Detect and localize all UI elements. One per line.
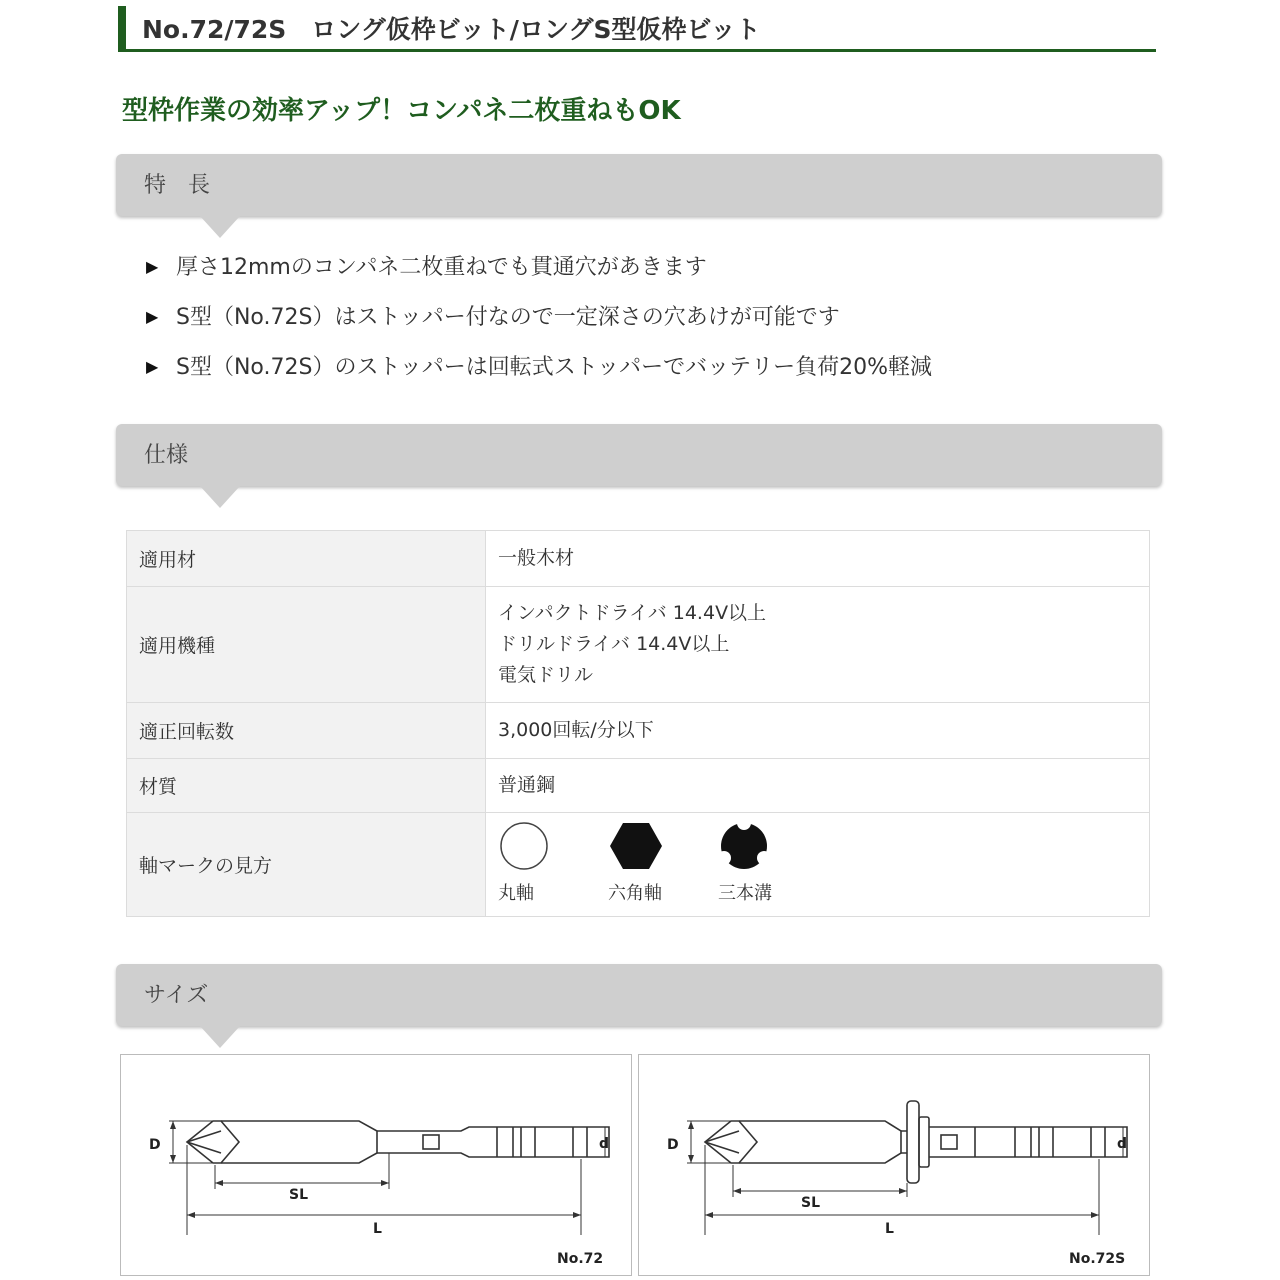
feature-text: 厚さ12mmのコンパネ二枚重ねでも貫通穴があきます <box>176 255 707 280</box>
spec-section-header <box>116 424 1162 486</box>
feature-list <box>146 250 932 400</box>
bullet-triangle-icon: ▶ <box>146 257 159 276</box>
bullet-triangle-icon: ▶ <box>146 307 159 326</box>
round-shaft-icon <box>498 820 550 872</box>
header-pointer <box>200 486 240 508</box>
spec-value-line: インパクトドライバ 14.4V以上 <box>498 602 767 624</box>
features-heading: 特 長 <box>144 173 211 198</box>
bit-drawing <box>639 1055 1151 1277</box>
spec-value-line: ドリルドライバ 14.4V以上 <box>498 633 730 655</box>
catchphrase: 型枠作業の効率アップ！コンパネ二枚重ねもOK <box>122 96 681 126</box>
features-section-header <box>116 154 1162 216</box>
feature-item <box>146 350 932 400</box>
three-groove-shaft-icon <box>718 820 770 872</box>
feature-text: S型（No.72S）はストッパー付なので一定深さの穴あけが可能です <box>176 305 840 330</box>
shaft-mark-round <box>498 820 608 909</box>
dim-label-D: D <box>667 1137 679 1153</box>
shaft-mark-hex <box>608 820 718 909</box>
shaft-marks-cell <box>486 813 1150 917</box>
spec-value-line: 普通鋼 <box>498 774 556 796</box>
spec-value-line: 3,000回転/分以下 <box>498 719 654 741</box>
spec-value <box>486 759 1150 813</box>
spec-value-line: 一般木材 <box>498 547 575 569</box>
table-row <box>127 813 1150 917</box>
spec-key: 軸マークの見方 <box>127 813 486 917</box>
size-diagram-no72 <box>120 1054 632 1276</box>
spec-key: 適用機種 <box>127 587 486 703</box>
dim-label-L: L <box>885 1221 894 1237</box>
spec-value <box>486 703 1150 759</box>
page-title: No.72/72S ロング仮枠ビット/ロングS型仮枠ビット <box>142 15 761 44</box>
spec-value-line: 電気ドリル <box>498 664 594 686</box>
hex-shaft-icon <box>608 820 664 872</box>
shaft-marks <box>498 820 1137 909</box>
table-row <box>127 703 1150 759</box>
spec-key: 適正回転数 <box>127 703 486 759</box>
model-label: No.72S <box>1069 1251 1126 1267</box>
size-diagram-no72s <box>638 1054 1150 1276</box>
shaft-mark-three-groove <box>718 820 828 909</box>
spec-key: 適用材 <box>127 531 486 587</box>
header-pointer <box>200 216 240 238</box>
dim-label-d: d <box>599 1136 610 1152</box>
feature-text: S型（No.72S）のストッパーは回転式ストッパーでバッテリー負荷20%軽減 <box>176 355 933 380</box>
title-bar <box>118 6 1156 52</box>
spec-key: 材質 <box>127 759 486 813</box>
spec-table <box>126 530 1150 917</box>
spec-heading: 仕様 <box>144 443 189 468</box>
dim-label-SL: SL <box>801 1195 821 1211</box>
shaft-mark-label: 三本溝 <box>718 883 772 904</box>
bit-drawing <box>121 1055 633 1277</box>
dim-label-L: L <box>373 1221 382 1237</box>
model-label: No.72 <box>557 1251 604 1267</box>
table-row <box>127 531 1150 587</box>
shaft-mark-label: 丸軸 <box>498 883 534 904</box>
feature-item <box>146 250 932 300</box>
bullet-triangle-icon: ▶ <box>146 357 159 376</box>
size-section-header <box>116 964 1162 1026</box>
dim-label-SL: SL <box>289 1187 309 1203</box>
dim-label-D: D <box>149 1137 161 1153</box>
dim-label-d: d <box>1117 1136 1128 1152</box>
table-row <box>127 759 1150 813</box>
spec-value <box>486 587 1150 703</box>
header-pointer <box>200 1026 240 1048</box>
feature-item <box>146 300 932 350</box>
size-heading: サイズ <box>144 983 209 1008</box>
spec-value <box>486 531 1150 587</box>
shaft-mark-label: 六角軸 <box>608 883 662 904</box>
table-row <box>127 587 1150 703</box>
